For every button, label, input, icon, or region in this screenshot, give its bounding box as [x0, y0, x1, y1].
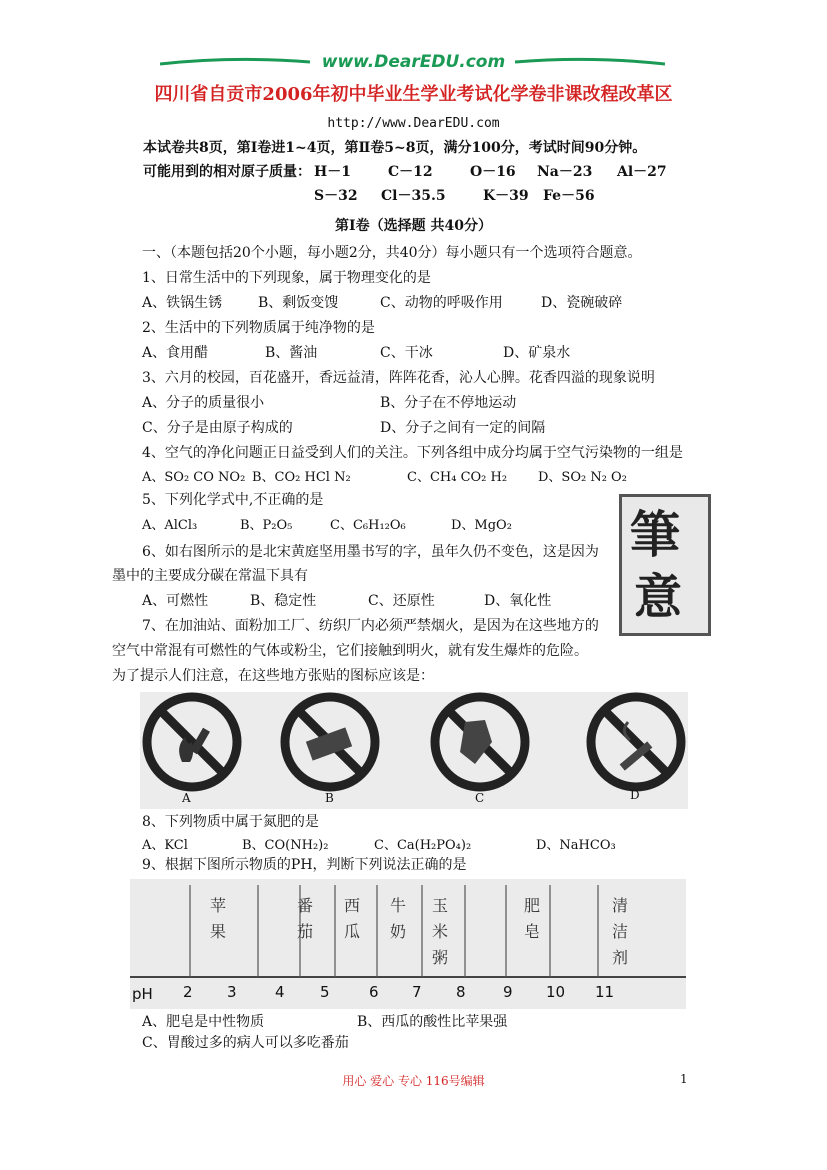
answer-option: B、酱油 [265, 345, 318, 361]
ph-substance-label [342, 893, 362, 945]
page-title: 四川省自贡市2006年初中毕业生学业考试化学卷非课改程改革区 [154, 84, 673, 105]
ph-substance-char: 清 [611, 896, 628, 915]
answer-option: A、KCl [142, 838, 188, 853]
no-fireworks-sign-icon [435, 697, 525, 787]
question-stem: 5、下列化学式中,不正确的是 [142, 492, 324, 508]
ph-tick-label: 6 [369, 983, 379, 1001]
question-stem: 7、在加油站、面粉加工厂、纺织厂内必须严禁烟火，是因为在这些地方的 [142, 618, 599, 634]
ph-substance-char: 洁 [611, 922, 628, 941]
answer-option: C、C₆H₁₂O₆ [330, 518, 406, 533]
sign-label: A [182, 791, 191, 805]
answer-option: D、氧化性 [484, 593, 552, 609]
answer-option: C、胃酸过多的病人可以多吃番茄 [142, 1035, 349, 1051]
atomic-mass-label: 可能用到的相对原子质量： [143, 164, 311, 180]
answer-option: B、CO₂ HCl N₂ [252, 470, 351, 485]
site-url: http://www.DearEDU.com [327, 116, 500, 131]
calligraphy-image [619, 494, 711, 636]
ph-substance-char: 西 [343, 896, 360, 915]
ph-tick-label: 9 [503, 983, 513, 1001]
exam-intro: 本试卷共8页，第Ⅰ卷进1~4页，第Ⅱ卷5~8页，满分100分，考试时间90分钟。 [143, 140, 647, 156]
no-matches-sign-icon [285, 697, 375, 787]
answer-option: B、分子在不停地运动 [380, 395, 517, 411]
section-instruction: 一、（本题包括20个小题，每小题2分，共40分）每小题只有一个选项符合题意。 [142, 245, 642, 261]
answer-option: B、稳定性 [250, 593, 317, 609]
ph-tick-label: 8 [456, 983, 466, 1001]
answer-option: C、CH₄ CO₂ H₂ [407, 470, 508, 485]
ph-tick-label: 3 [227, 983, 237, 1001]
answer-option: C、分子是由原子构成的 [142, 420, 293, 436]
question-stem: 9、根据下图所示物质的PH，判断下列说法正确的是 [142, 857, 467, 873]
question-stem: 8、下列物质中属于氮肥的是 [142, 814, 319, 830]
ph-tick-label: 10 [546, 983, 566, 1001]
answer-option: A、铁锅生锈 [142, 295, 223, 311]
atomic-mass: H－1 [314, 164, 351, 180]
answer-option: A、可燃性 [142, 593, 209, 609]
answer-option: A、分子的质量很小 [142, 395, 265, 411]
answer-option: A、AlCl₃ [142, 518, 198, 533]
no-smoking-sign-icon [591, 697, 681, 787]
atomic-mass: Na－23 [537, 164, 593, 180]
ph-tick-label: 4 [275, 983, 285, 1001]
ph-substance-char: 瓜 [343, 922, 360, 941]
atomic-mass: Al－27 [617, 164, 667, 180]
answer-option: B、西瓜的酸性比苹果强 [357, 1014, 508, 1030]
answer-option: B、CO(NH₂)₂ [242, 838, 329, 853]
question-stem: 3、六月的校园，百花盛开，香远益清，阵阵花香，沁人心脾。花香四溢的现象说明 [142, 370, 655, 386]
ph-substance-char: 奶 [389, 922, 406, 941]
question-stem: 空气中常混有可燃性的气体或粉尘，它们接触到明火，就有发生爆炸的危险。 [112, 643, 588, 659]
ph-substance-char: 粥 [431, 948, 448, 967]
ph-substance-char: 米 [431, 922, 448, 941]
atomic-mass: C－12 [388, 164, 433, 180]
answer-option: D、NaHCO₃ [536, 838, 616, 853]
ph-substance-char: 皂 [523, 922, 540, 941]
sign-label: B [325, 791, 334, 805]
ph-tick-label: 2 [183, 983, 193, 1001]
answer-option: C、Ca(H₂PO₄)₂ [374, 838, 472, 853]
answer-option: A、食用醋 [142, 345, 209, 361]
ph-substance-char: 苹 [209, 896, 226, 915]
page-number: 1 [680, 1072, 688, 1086]
answer-option: B、P₂O₅ [240, 518, 293, 533]
ph-tick-label: 11 [595, 983, 615, 1001]
atomic-mass: O－16 [470, 164, 516, 180]
ph-substance-label [208, 893, 228, 945]
ph-tick-label: 5 [320, 983, 330, 1001]
sign-label: C [475, 791, 485, 805]
ph-scale-figure [130, 879, 686, 1009]
answer-option: B、剩饭变馊 [258, 295, 339, 311]
ph-substance-char: 番 [296, 896, 313, 915]
ph-substance-char: 果 [209, 922, 226, 941]
answer-option: A、SO₂ CO NO₂ [142, 470, 246, 485]
sign-label: D [630, 788, 640, 802]
ph-axis-label: pH [132, 985, 153, 1003]
question-stem: 4、空气的净化问题正日益受到人们的关注。下列各组中成分均属于空气污染物的一组是 [142, 445, 683, 461]
ph-substance-label [522, 893, 542, 945]
site-brand: www.DearEDU.com [321, 52, 506, 72]
ph-substance-char: 茄 [296, 922, 313, 941]
atomic-mass: Fe－56 [543, 188, 595, 204]
atomic-mass: S－32 [314, 188, 358, 204]
answer-option: C、动物的呼吸作用 [380, 295, 503, 311]
atomic-mass: Cl－35.5 [381, 188, 446, 204]
no-open-flame-sign-icon [147, 697, 237, 787]
page-footer: 用心 爱心 专心 116号编辑 [342, 1074, 485, 1088]
ph-substance-label [388, 893, 408, 945]
ph-substance-label [295, 893, 315, 945]
question-stem: 6、如右图所示的是北宋黄庭坚用墨书写的字，虽年久仍不变色，这是因为 [142, 544, 599, 560]
ph-substance-char: 肥 [523, 896, 540, 915]
warning-signs-image [140, 692, 688, 809]
section-heading: 第Ⅰ卷（选择题 共40分） [335, 218, 492, 234]
ph-tick-label: 7 [412, 983, 422, 1001]
ph-substance-char: 玉 [431, 896, 448, 915]
answer-option: D、分子之间有一定的间隔 [380, 420, 546, 436]
ph-substance-label [430, 893, 450, 971]
answer-option: A、肥皂是中性物质 [142, 1014, 265, 1030]
ph-substance-char: 牛 [389, 896, 406, 915]
calligraphy-char: 意 [634, 569, 683, 625]
answer-option: D、瓷碗破碎 [541, 295, 623, 311]
calligraphy-char: 筆 [630, 505, 680, 564]
answer-option: C、还原性 [368, 593, 435, 609]
question-stem: 2、生活中的下列物质属于纯净物的是 [142, 320, 375, 336]
atomic-mass: K－39 [483, 188, 529, 204]
question-stem: 为了提示人们注意，在这些地方张贴的图标应该是： [112, 668, 434, 684]
answer-option: D、MgO₂ [451, 518, 512, 533]
answer-option: C、干冰 [380, 345, 433, 361]
question-stem: 1、日常生活中的下列现象，属于物理变化的是 [142, 270, 431, 286]
ph-substance-label [610, 893, 630, 971]
answer-option: D、SO₂ N₂ O₂ [538, 470, 627, 485]
header-swoosh-right [515, 56, 665, 68]
answer-option: D、矿泉水 [503, 345, 571, 361]
ph-substance-char: 剂 [611, 948, 628, 967]
question-stem: 墨中的主要成分碳在常温下具有 [112, 568, 308, 584]
